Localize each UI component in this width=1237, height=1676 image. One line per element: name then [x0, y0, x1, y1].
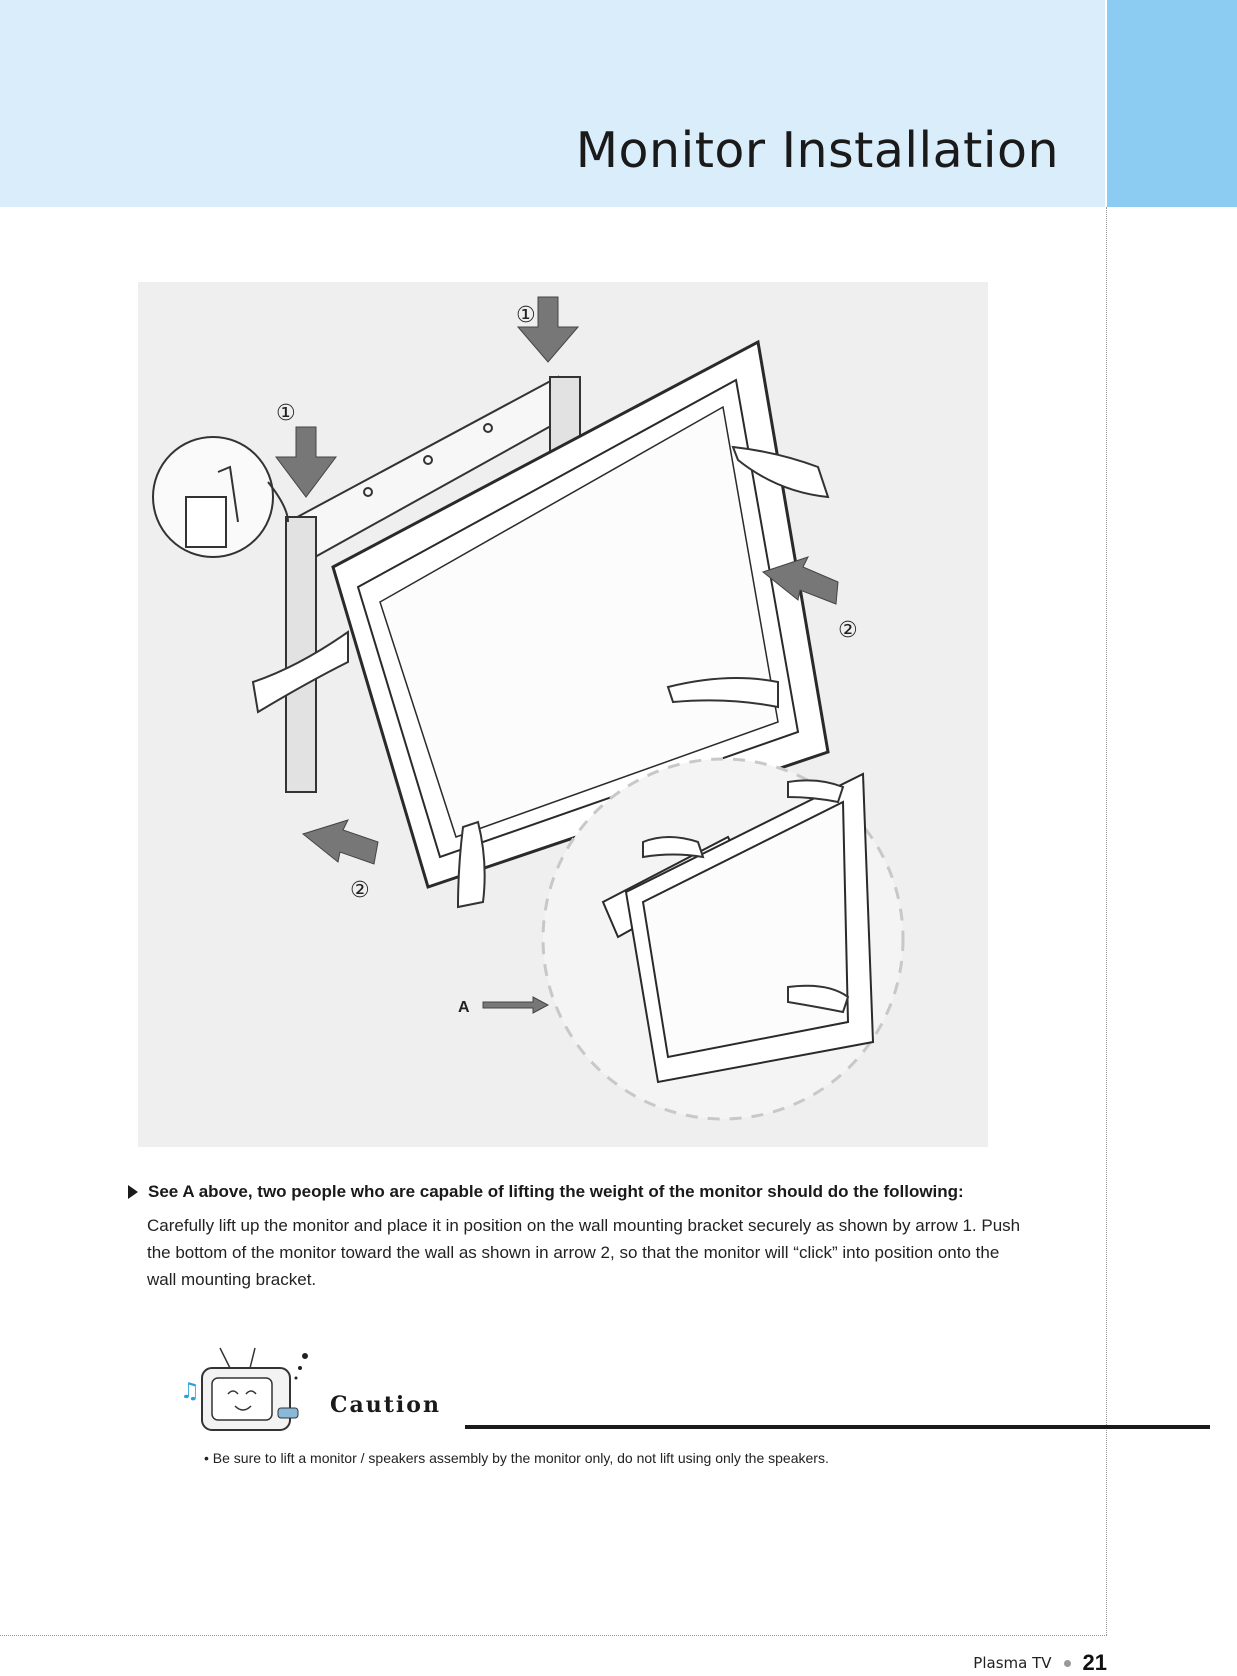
instruction-heading [128, 1180, 1028, 1204]
installation-illustration [138, 282, 988, 1147]
caution-section [180, 1338, 1030, 1438]
instruction-block [128, 1180, 1028, 1293]
footer-bullet-icon [1064, 1660, 1071, 1667]
svg-text:♫: ♫ [180, 1379, 200, 1404]
margin-divider-horizontal [0, 1635, 1107, 1636]
zoom-detail [153, 437, 288, 557]
footer-product-label: Plasma TV [973, 1654, 1052, 1672]
caution-note: • Be sure to lift a monitor / speakers assembly by the monitor only, do not lift using only the speakers. [204, 1450, 829, 1466]
tv-mascot-icon [180, 1338, 320, 1438]
instruction-heading-text: See A above, two people who are capable of lifting the weight of the monitor should do the following: [148, 1182, 964, 1201]
callout-1-left: ① [276, 401, 296, 426]
callout-2-right: ② [838, 618, 858, 643]
callout-2-left: ② [350, 878, 370, 903]
caution-title: Caution [330, 1392, 441, 1418]
instruction-body: Carefully lift up the monitor and place it in position on the wall mounting bracket securely as shown by arrow 1. Push the bottom of the monitor toward the wall as shown in arrow 2, so that the monitor will “click” into position onto the wall mounting bracket. [147, 1216, 1021, 1289]
page-title: Monitor Installation [575, 122, 1059, 179]
section-tab [1107, 0, 1237, 207]
margin-divider-vertical [1106, 207, 1107, 1635]
bullet-triangle-icon [128, 1185, 138, 1199]
callout-1-top: ① [516, 303, 536, 328]
page-footer [973, 1650, 1107, 1676]
caution-rule [465, 1425, 1210, 1429]
detail-label-a: A [458, 999, 470, 1016]
page-number: 21 [1082, 1650, 1107, 1675]
